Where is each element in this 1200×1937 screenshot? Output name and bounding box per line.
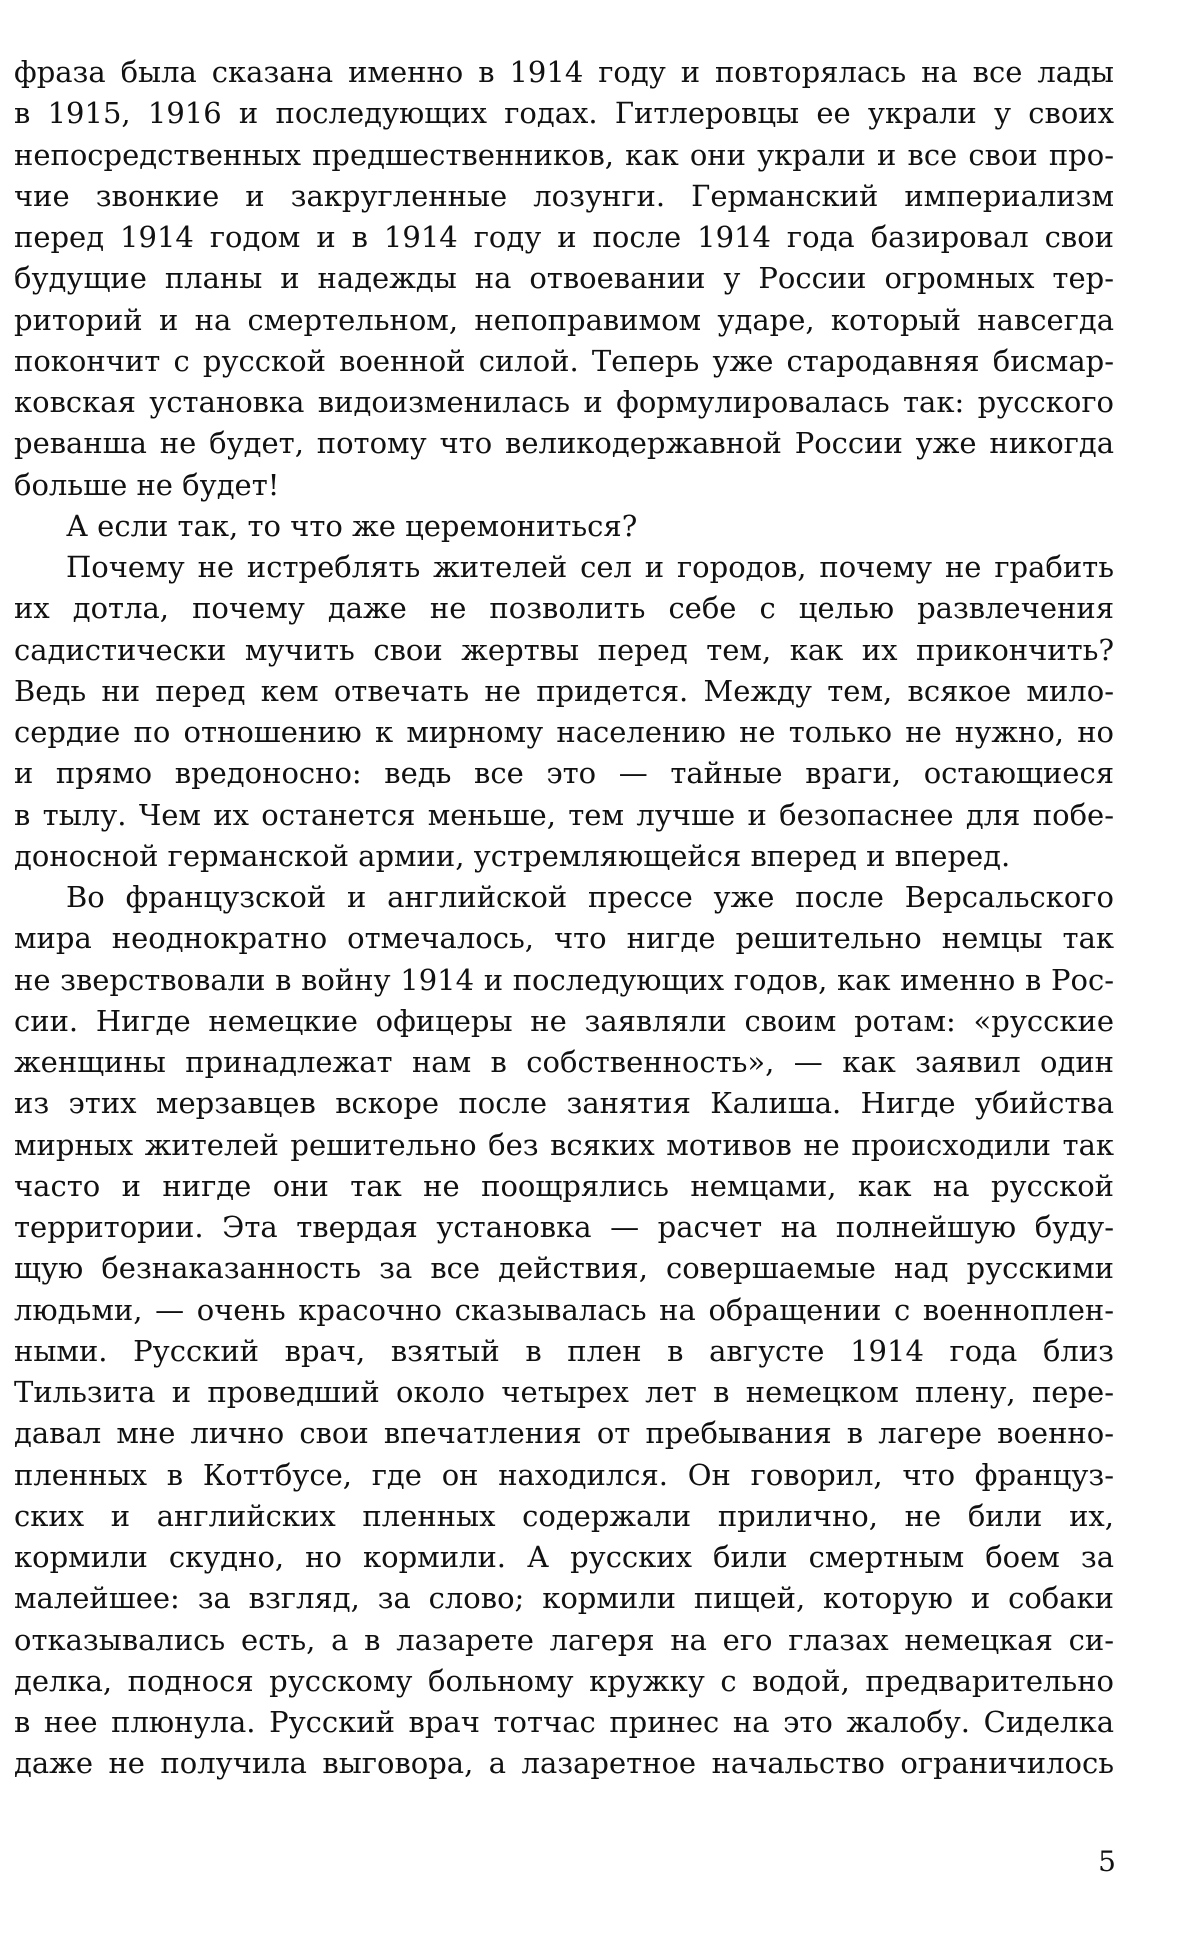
text-line: сии. Нигде немецкие офицеры не заявляли своим ротам: «русские [14,1003,1114,1038]
text-line: реванша не будет, потому что великодержавной России уже никогда [14,426,1114,461]
text-line: отказывались есть, а в лазарете лагеря на его глазах немецкая си- [14,1622,1114,1657]
text-line: в нее плюнула. Русский врач тотчас принес на это жалобу. Сиделка [14,1705,1114,1739]
text-line: из этих мерзавцев вскоре после занятия Калиша. Нигде убийства [14,1086,1114,1121]
text-line: Во французской и английской прессе уже после Версальского [66,880,1114,914]
text-line: садистически мучить свои жертвы перед тем, как их прикончить? [14,632,1114,667]
text-line: больше не будет! [14,467,280,502]
text-line: даже не получила выговора, а лазаретное начальство ограничилось [14,1746,1114,1781]
page-number: 5 [1098,1845,1116,1878]
text-line: Ведь ни перед кем отвечать не придется. Между тем, всякое мило- [14,673,1114,708]
text-line: их дотла, почему даже не позволить себе с целью развлечения [14,591,1114,626]
text-line: и прямо вредоносно: ведь все это — тайные враги, остающиеся [14,756,1114,791]
text-line: сердие по отношению к мирному населению не только не нужно, но [14,715,1114,749]
text-line: А если так, то что же церемониться? [66,508,638,543]
paragraph-4 [14,877,1114,1785]
text-line: часто и нигде они так не поощрялись немцами, как на русской [14,1168,1114,1203]
text-line: мира неоднократно отмечалось, что нигде решительно немцы так [14,921,1114,956]
text-line: ских и английских пленных содержали прилично, не били их, [14,1498,1114,1533]
text-line: женщины принадлежат нам в собственность», — как заявил один [14,1045,1114,1079]
text-line: ковская установка видоизменилась и формулировалась так: русского [14,385,1114,419]
text-line: покончит с русской военной силой. Теперь уже стародавняя бисмар- [14,343,1114,378]
text-line: мирных жителей решительно без всяких мотивов не происходили так [14,1127,1114,1162]
text-line: пленных в Коттбусе, где он находился. Он говорил, что француз- [14,1457,1114,1492]
paragraph-1 [14,52,1114,506]
paragraph-3 [14,547,1114,877]
text-line: непосредственных предшественников, как они украли и все свои про- [14,137,1114,172]
text-line: ными. Русский врач, взятый в плен в августе 1914 года близ [14,1333,1114,1368]
text-line: фраза была сказана именно в 1914 году и повторялась на все лады [14,55,1114,89]
text-line: щую безнаказанность за все действия, совершаемые над русскими [14,1251,1114,1286]
paragraph-2 [14,506,1114,547]
text-line: территории. Эта твердая установка — расчет на полнейшую буду- [14,1210,1114,1244]
text-line: людьми, — очень красочно сказывалась на обращении с военноплен- [14,1292,1114,1327]
text-line: Почему не истреблять жителей сел и городов, почему не грабить [66,550,1114,584]
text-line: чие звонкие и закругленные лозунги. Германский империализм [14,178,1114,213]
text-line: малейшее: за взгляд, за слово; кормили пищей, которую и собаки [14,1581,1114,1616]
text-line: давал мне лично свои впечатления от пребывания в лагере военно- [14,1416,1114,1451]
body-text [14,52,1114,1785]
text-line: Тильзита и проведший около четырех лет в немецком плену, пере- [14,1375,1114,1409]
text-line: будущие планы и надежды на отвоевании у России огромных тер- [14,261,1114,296]
text-line: в тылу. Чем их останется меньше, тем лучше и безопаснее для побе- [14,797,1114,832]
text-line: не зверствовали в войну 1914 и последующих годов, как именно в Рос- [14,962,1114,997]
text-line: кормили скудно, но кормили. А русских били смертным боем за [14,1540,1114,1574]
text-line: в 1915, 1916 и последующих годах. Гитлеровцы ее украли у своих [14,96,1114,131]
text-line: делка, поднося русскому больному кружку с водой, предварительно [14,1663,1114,1698]
text-line: риторий и на смертельном, непоправимом ударе, который навсегда [14,302,1114,337]
text-line: перед 1914 годом и в 1914 году и после 1914 года базировал свои [14,220,1114,254]
text-line: доносной германской армии, устремляющейся вперед и вперед. [14,838,1011,873]
